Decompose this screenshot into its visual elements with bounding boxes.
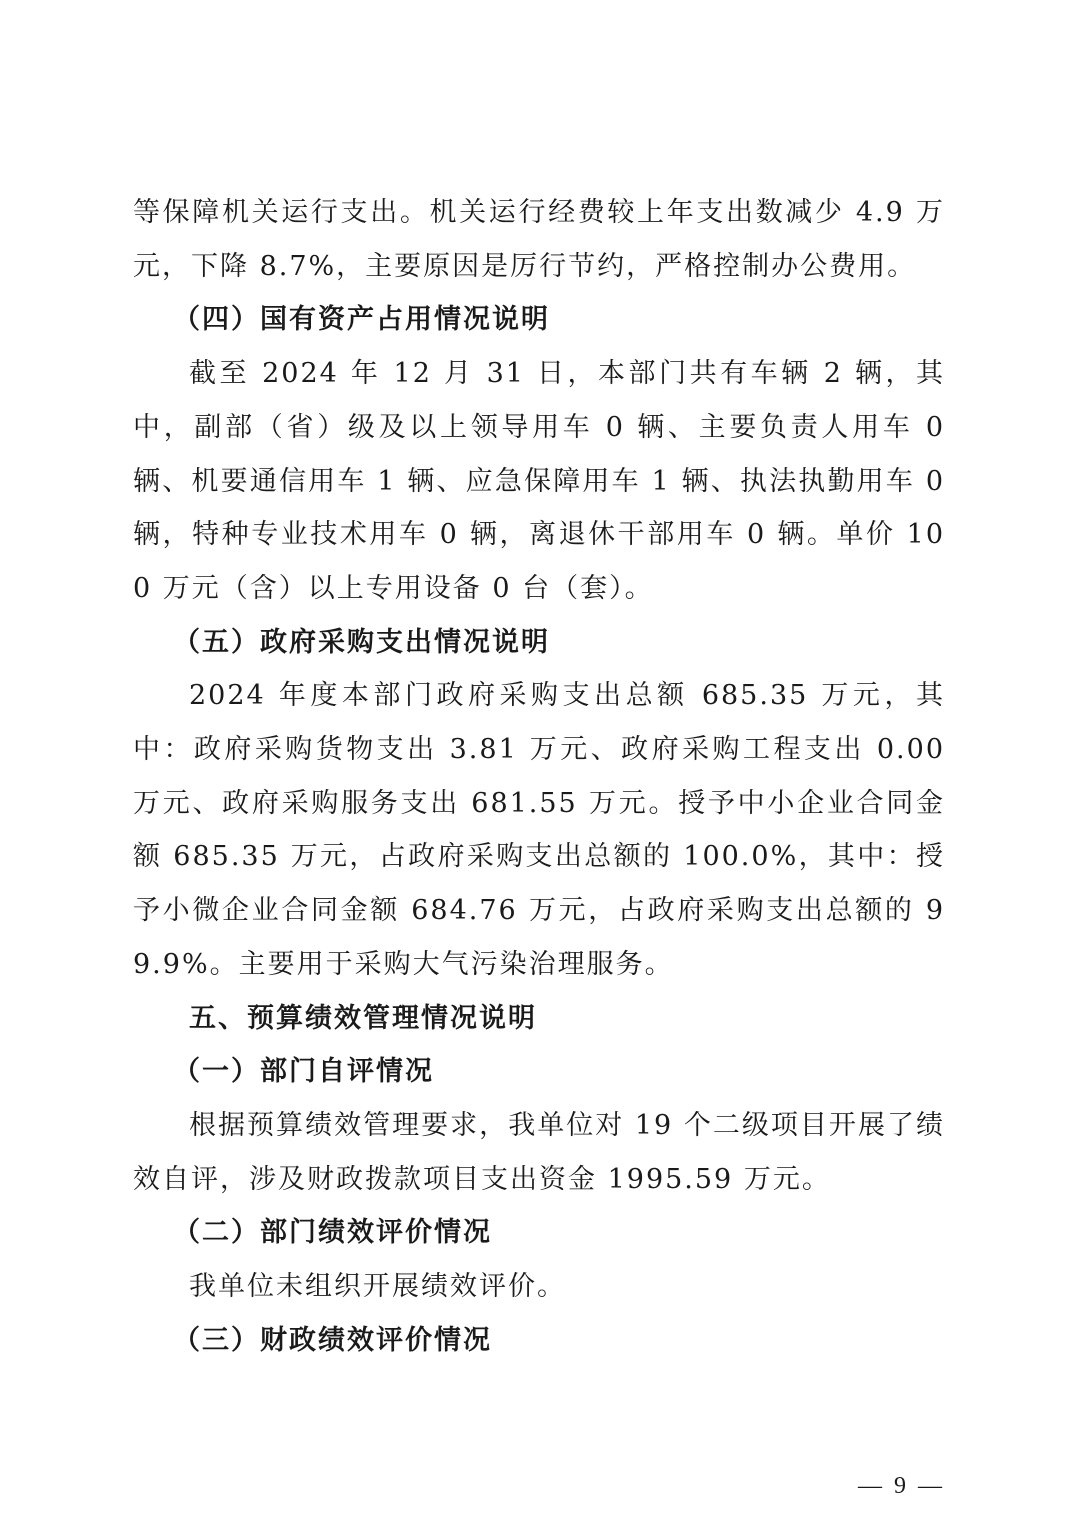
paragraph-government-procurement: 2024 年度本部门政府采购支出总额 685.35 万元，其中：政府采购货物支出 3.81 万元、政府采购工程支出 0.00 万元、政府采购服务支出 681.55 万元。授予中小企业合同金额 685.35 万元，占政府采购支出总额的 100.0%，其中：授予小微企业合同金额 684.76 万元，占政府采购支出总额的 99.9%。主要用于采购大气污染治理服务。 <box>133 680 945 980</box>
paragraph-state-assets: 截至 2024 年 12 月 31 日，本部门共有车辆 2 辆，其中，副部（省）级及以上领导用车 0 辆、主要负责人用车 0 辆、机要通信用车 1 辆、应急保障用车 1 辆、执法执勤用车 0 辆，特种专业技术用车 0 辆，离退休干部用车 0 辆。单价 100 万元（含）以上专用设备 0 台（套）。 <box>133 358 945 604</box>
document-body <box>133 186 945 1367</box>
heading-state-assets: （四）国有资产占用情况说明 <box>173 304 550 336</box>
heading-government-procurement: （五）政府采购支出情况说明 <box>173 626 550 658</box>
heading-budget-performance: 五、预算绩效管理情况说明 <box>189 1002 537 1034</box>
paragraph-department-evaluation: 我单位未组织开展绩效评价。 <box>189 1271 566 1303</box>
heading-department-evaluation: （二）部门绩效评价情况 <box>173 1217 492 1249</box>
paragraph-self-evaluation: 根据预算绩效管理要求，我单位对 19 个二级项目开展了绩效自评，涉及财政拨款项目支出资金 1995.59 万元。 <box>133 1109 945 1195</box>
page-number: — 9 — <box>858 1473 945 1499</box>
paragraph-operating-costs: 等保障机关运行支出。机关运行经费较上年支出数减少 4.9 万元，下降 8.7%，主要原因是厉行节约，严格控制办公费用。 <box>133 197 945 282</box>
heading-self-evaluation: （一）部门自评情况 <box>173 1056 434 1088</box>
heading-finance-evaluation: （三）财政绩效评价情况 <box>173 1324 492 1356</box>
